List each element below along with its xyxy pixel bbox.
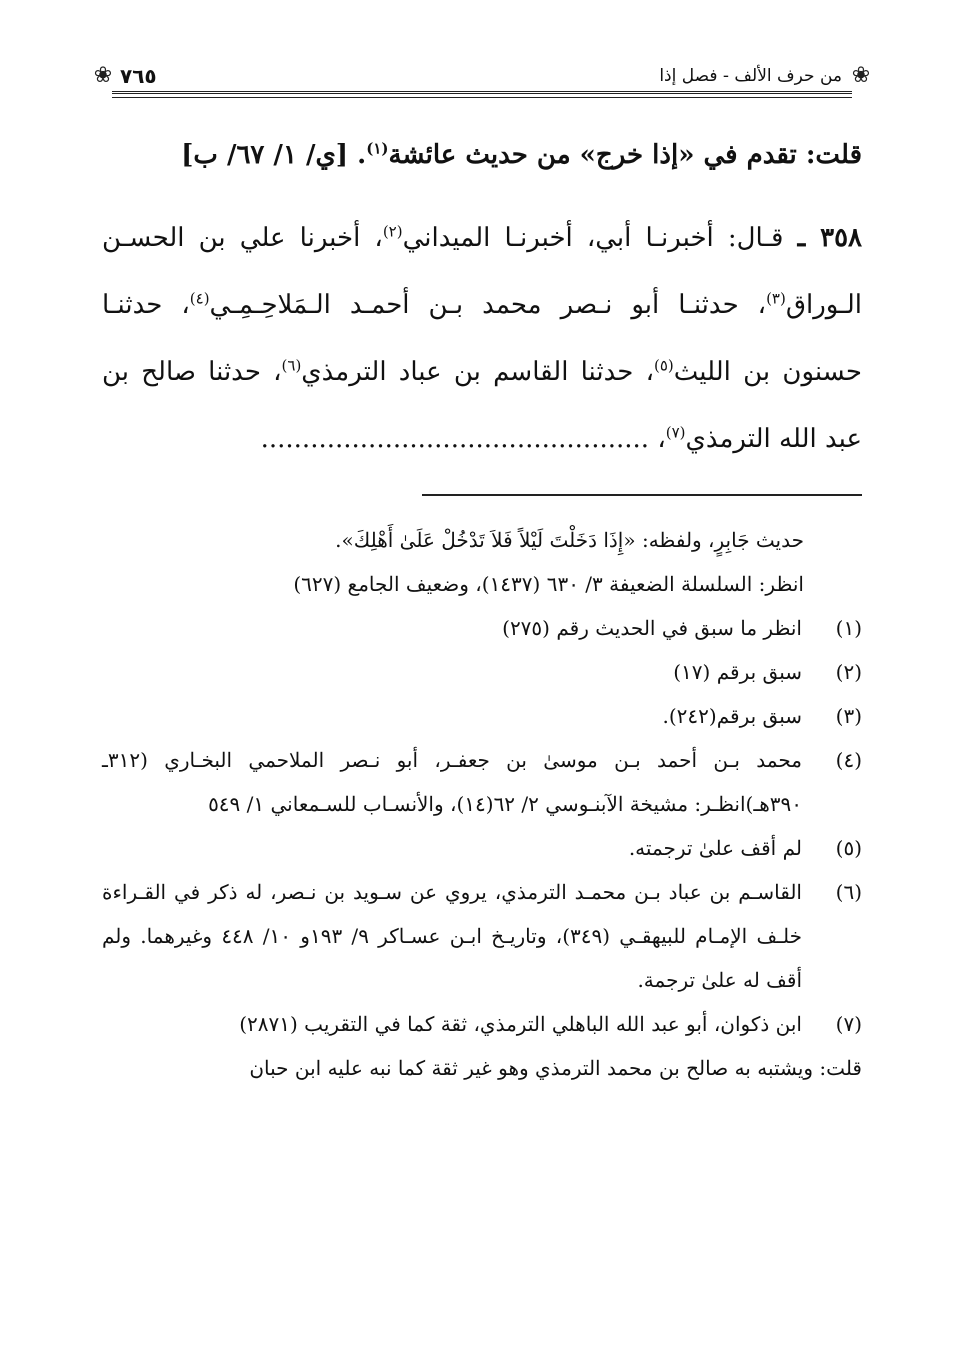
- hadith-paragraph: ٣٥٨ ـ قـال: أخبرنـا أبي، أخبرنـا الميداني$^{(٢)}$، أخبرنا علي بن الحسـن الـوراق$^{(٣)}$، حدثنـا أبو نـصر محمد بـن أحمـد الـمَلاحِـمِـي$^{(٤)}$، حدثنـا حسنون بن الليث$^{(٥)}$، حدثنا القاسم بن عباد الترمذي$^{(٦)}$، حدثنا صالح بن عبد الله الترمذي$^{(٧)}$، ...............................................: [102, 222, 863, 454]
- footnote-number: (٣): [835, 704, 862, 728]
- footnote-text: سبق برقم(٢٤٢).: [662, 704, 802, 728]
- footnote-ref: (٥): [653, 356, 674, 375]
- header-title: من حرف الألف - فصل إذا: [659, 66, 842, 86]
- footnote-ref: (٦): [281, 356, 302, 375]
- footnote-text: انظر ما سبق في الحديث رقم (٢٧٥): [502, 616, 802, 640]
- footnote-number: (٢): [835, 660, 862, 684]
- ornament-icon: ❀: [851, 63, 871, 88]
- footnote-item: [102, 694, 862, 738]
- ornament-icon: ❀: [93, 63, 113, 88]
- footnote-ref: (١): [366, 139, 389, 158]
- footnote-number: (٥): [835, 836, 862, 860]
- footnote-item: [102, 826, 862, 870]
- footnote-item: [102, 870, 862, 1002]
- footnote-text: لم أقف علىٰ ترجمته.: [628, 836, 802, 860]
- footnote-number: (٤): [835, 748, 862, 772]
- footnote-item: [102, 650, 862, 694]
- header-rule: [112, 91, 852, 98]
- footnote-text: محمد بـن أحمد بـن موسىٰ بن جعفـر، أبو نـصر الملاحمي البخـاري (٣١٢ـ ٣٩٠هـ)انظـر: مشيخة الآبنـوسي ٢/ ٦٢(١٤)، والأنسـاب للسـمعاني ١/ ٥٤٩: [102, 748, 802, 816]
- footnote-separator: [422, 494, 862, 496]
- footnote-number: (٦): [835, 880, 862, 904]
- main-text: [102, 122, 862, 473]
- footnote-number: (٧): [835, 1012, 862, 1036]
- footnote-continuation: قلت: ويشتبه به صالح بن محمد الترمذي وهو غير ثقة كما نبه عليه ابن حبان: [249, 1056, 862, 1080]
- footnote-continuation: حديث جَابِرٍ، ولفظه: «إِذَا دَخَلْتَ لَيْلاً فَلاَ تَدْخُلْ عَلَىٰ أَهْلِكَ».: [335, 528, 804, 552]
- footnote-item: [102, 738, 862, 826]
- footnote-item: [102, 1002, 862, 1046]
- footnote-text: ابن ذكوان، أبو عبد الله الباهلي الترمذي، ثقة كما في التقريب (٢٨٧١): [239, 1012, 802, 1036]
- running-header: [92, 60, 872, 96]
- footnote-number: (١): [835, 616, 862, 640]
- footnote-ref: (٢): [382, 222, 403, 241]
- footnote-text: سبق برقم (١٧): [673, 660, 802, 684]
- footnote-ref: (٧): [665, 423, 686, 442]
- page-number: ٧٦٥: [120, 64, 157, 88]
- main-line-1: قلت: تقدم في «إذا خرج» من حديث عائشة$^{(١)}$. [ي/ ١/ ٦٧/ ب]: [181, 139, 862, 170]
- hadith-number: ٣٥٨ ـ: [797, 223, 863, 253]
- footnotes: [102, 518, 862, 1090]
- footnote-text: القاسـم بن عباد بـن محمـد الترمذي، يروي عن سـويد بن نـصر، له ذكر في القـراءة خلـف الإمـام للبيهقـي (٣٤٩)، وتاريـخ ابـن عسـاكر ٩/ ١٩٣و ١٠/ ٤٤٨ وغيرهما. ولم أقف له علىٰ ترجمة.: [102, 880, 802, 992]
- footnote-ref: (٣): [766, 289, 786, 308]
- footnote-continuation: انظر: السلسلة الضعيفة ٣/ ٦٣٠ (١٤٣٧)، وضعيف الجامع (٦٢٧): [293, 572, 804, 596]
- footnote-ref: (٤): [189, 289, 210, 308]
- footnote-item: [102, 606, 862, 650]
